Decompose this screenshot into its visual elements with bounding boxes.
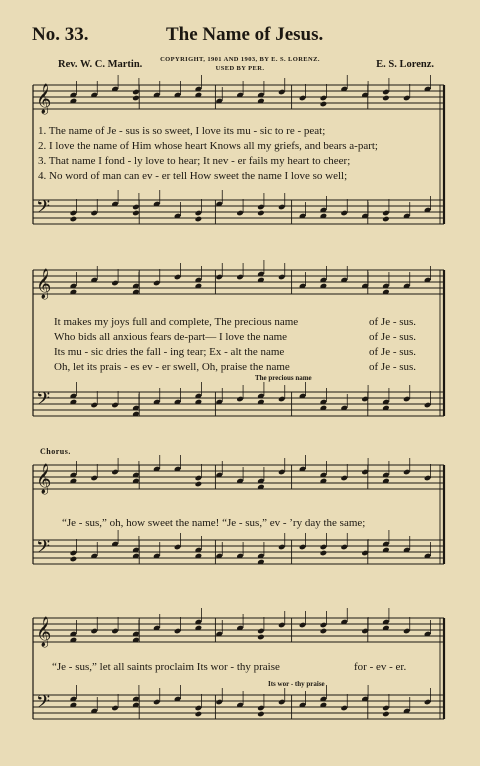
verse-3-line-2-end: of Je - sus. xyxy=(369,346,417,358)
verse-1-line-1: 1. The name of Je - sus is so sweet, I love its mu - sic to re - peat; xyxy=(38,125,326,137)
svg-text:𝄢: 𝄢 xyxy=(36,389,51,414)
verse-1-line-2: It makes my joys full and complete, The precious name xyxy=(54,316,299,328)
verse-4-line-2: Oh, let its prais - es ev - er swell, Oh, praise the name xyxy=(54,361,290,373)
verse-2-line-1: 2. I love the name of Him whose heart Knows all my griefs, and bears a-part; xyxy=(38,140,378,152)
chorus-line-1: “Je - sus,” oh, how sweet the name! “Je - sus,” ev - ’ry day the same; xyxy=(62,517,366,529)
hymn-title: The Name of Jesus. xyxy=(166,24,324,45)
svg-text:𝄢: 𝄢 xyxy=(36,537,51,562)
svg-text:𝄞: 𝄞 xyxy=(36,84,52,114)
verse-4-line-1: 4. No word of man can ev - er tell How sweet the name I love so well; xyxy=(38,170,348,182)
copyright-line-1: COPYRIGHT, 1901 AND 1903, BY E. S. LORENZ. xyxy=(160,56,320,63)
chorus-line-2: “Je - sus,” let all saints proclaim Its wor - thy praise xyxy=(52,661,280,673)
verse-3-line-2: Its mu - sic dries the fall - ing tear; Ex - alt the name xyxy=(54,346,285,358)
svg-text:𝄞: 𝄞 xyxy=(36,464,52,494)
alto-echo-note-2: Its wor - thy praise xyxy=(268,680,325,688)
verse-1-line-2-end: of Je - sus. xyxy=(369,316,417,328)
verse-2-line-2-end: of Je - sus. xyxy=(369,331,417,343)
copyright-line-2: USED BY PER. xyxy=(215,65,265,72)
bass-staff-3 xyxy=(33,540,444,564)
chorus-label: Chorus. xyxy=(40,447,71,456)
verse-3-line-1: 3. That name I fond - ly love to hear; It nev - er fails my heart to cheer; xyxy=(38,155,351,167)
verse-4-line-2-end: of Je - sus. xyxy=(369,361,417,373)
svg-text:𝄢: 𝄢 xyxy=(36,197,51,222)
svg-text:𝄞: 𝄞 xyxy=(36,617,52,647)
author-credit: Rev. W. C. Martin. xyxy=(58,59,143,70)
svg-text:𝄞: 𝄞 xyxy=(36,269,52,299)
hymn-number: No. 33. xyxy=(32,24,89,45)
alto-echo-note-1: The precious name xyxy=(255,374,312,382)
composer-credit: E. S. Lorenz. xyxy=(376,59,434,70)
svg-text:𝄢: 𝄢 xyxy=(36,692,51,717)
chorus-line-2-end: for - ev - er. xyxy=(354,661,407,673)
verse-2-line-2: Who bids all anxious fears de-part— I love the name xyxy=(54,331,288,343)
